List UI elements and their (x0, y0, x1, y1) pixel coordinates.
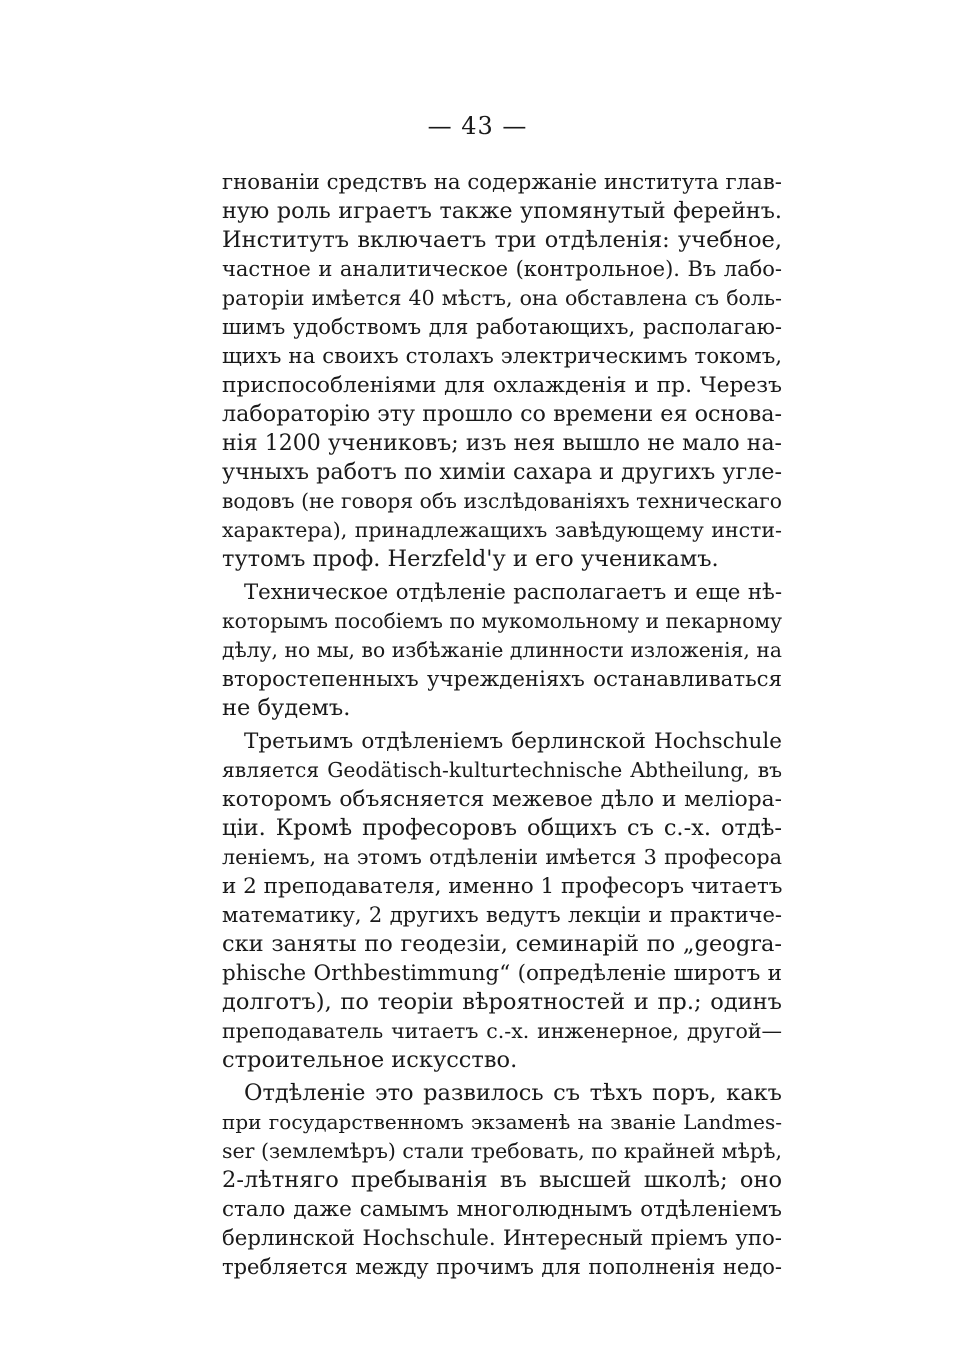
paragraph (222, 168, 782, 574)
text-line: шимъ удобствомъ для работающихъ, располагаю- (222, 315, 782, 339)
text-line: учныхъ работъ по химіи сахара и другихъ угле- (222, 459, 782, 485)
text-line: Техническое отдѣленіе располагаетъ и еще нѣ- (244, 580, 782, 605)
text-line: при государственномъ экзаменѣ на званіе Landmes- (222, 1110, 782, 1134)
text-line: стало даже самымъ многолюднымъ отдѣленіемъ (222, 1197, 782, 1222)
text-line: Институтъ включаетъ три отдѣленія: учебное, (222, 227, 782, 253)
paragraph (222, 1079, 782, 1282)
text-line: гнованіи средствъ на содержаніе института глав- (222, 170, 782, 195)
page-number: — 43 — (427, 112, 528, 140)
text-line: дѣлу, но мы, во избѣжаніе длинности изложенія, на (222, 638, 782, 662)
text-line: математику, 2 другихъ ведутъ лекціи и практиче- (222, 903, 782, 927)
text-line: является Geodätisch-kulturtechnische Abtheilung, въ (222, 758, 782, 782)
text-line: преподаватель читаетъ с.-х. инженерное, другой— (222, 1019, 782, 1043)
text-line: Отдѣленіе это развилось съ тѣхъ поръ, какъ (244, 1080, 782, 1106)
text-line: второстепенныхъ учрежденіяхъ останавливаться (222, 667, 782, 692)
paragraph (222, 578, 782, 723)
text-line: нія 1200 учениковъ; изъ нея вышло не мало на- (222, 431, 782, 456)
text-line: приспособленіями для охлажденія и пр. Черезъ (222, 373, 782, 398)
text-line: ную роль играетъ также упомянутый ферейнъ. (222, 198, 782, 224)
text-line: раторіи имѣется 40 мѣстъ, она обставлена съ боль- (222, 286, 782, 310)
text-line: характера), принадлежащихъ завѣдующему инсти- (222, 518, 782, 542)
text-line: леніемъ, на этомъ отдѣленіи имѣется 3 професора (222, 845, 782, 869)
text-line: phische Orthbestimmung“ (опредѣленіе широтъ и (222, 961, 782, 986)
text-line: водовъ (не говоря объ изслѣдованіяхъ техническаго (222, 489, 782, 513)
text-line: лабораторію эту прошло со времени ея основа- (222, 401, 782, 427)
text-line: щихъ на своихъ столахъ электрическимъ токомъ, (222, 344, 782, 369)
text-line: строительное искусство. (222, 1047, 518, 1073)
text-line: долготъ), по теоріи вѣроятностей и пр.; одинъ (222, 989, 782, 1015)
text-line: частное и аналитическое (контрольное). Въ лабо- (222, 257, 782, 281)
body-text (222, 168, 782, 1282)
text-line: ціи. Кромѣ професоровъ общихъ съ с.-х. отдѣ- (222, 815, 782, 841)
text-line: которомъ объясняется межевое дѣло и меліора- (222, 787, 782, 812)
text-line: 2-лѣтняго пребыванія въ высшей школѣ; оно (222, 1167, 782, 1193)
text-line: требляется между прочимъ для пополненія недо- (222, 1255, 782, 1279)
text-line: ски заняты по геодезіи, семинарій по „geogra- (222, 931, 782, 957)
text-line: берлинской Hochschule. Интересный пріемъ упо- (222, 1226, 782, 1251)
text-line: которымъ пособіемъ по мукомольному и пекарному (222, 609, 782, 633)
text-line: ser (землемѣръ) стали требовать, по крайней мѣрѣ, (222, 1139, 782, 1163)
text-line: и 2 преподавателя, именно 1 професоръ читаетъ (222, 874, 782, 899)
paragraph (222, 727, 782, 1075)
text-line: Третьимъ отдѣленіемъ берлинской Hochschule (244, 729, 782, 754)
text-line: не будемъ. (222, 695, 351, 721)
text-line: тутомъ проф. Herzfeld'у и его ученикамъ. (222, 546, 719, 572)
